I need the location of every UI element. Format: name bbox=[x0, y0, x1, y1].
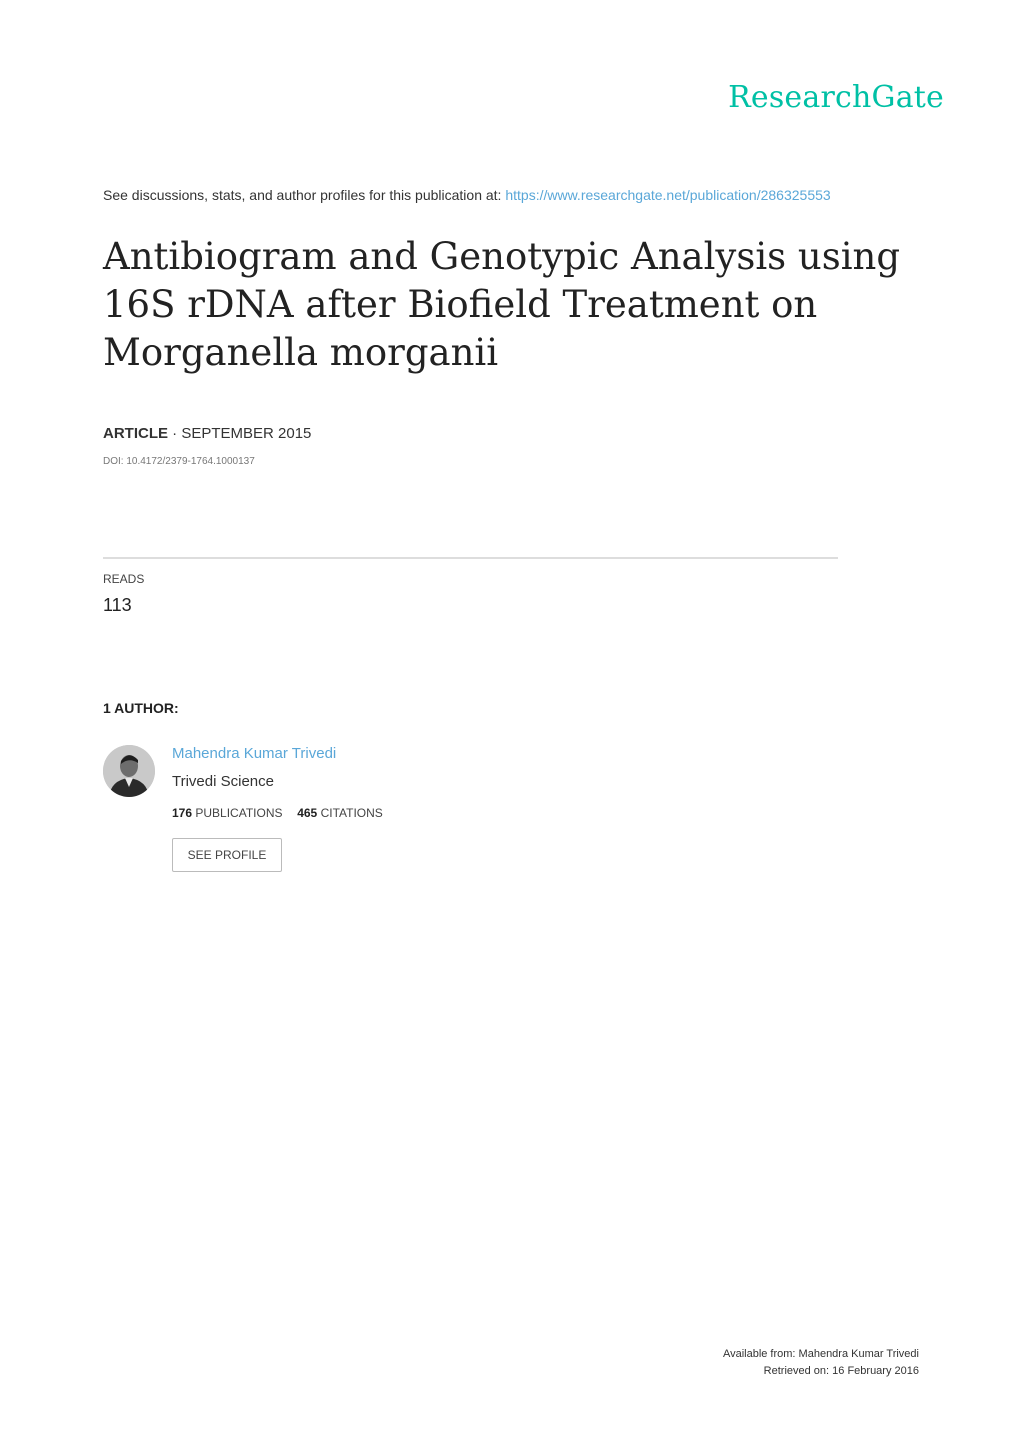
article-meta bbox=[103, 425, 311, 442]
retrieved-on-text: Retrieved on: 16 February 2016 bbox=[763, 1365, 919, 1377]
reads-count: 113 bbox=[103, 595, 132, 615]
available-from-text: Available from: Mahendra Kumar Trivedi bbox=[722, 1348, 919, 1360]
author-name-link[interactable]: Mahendra Kumar Trivedi bbox=[172, 745, 337, 762]
article-type: ARTICLE bbox=[103, 425, 168, 442]
author-institution: Trivedi Science bbox=[172, 773, 274, 790]
researchgate-logo[interactable]: ResearchGate bbox=[728, 80, 944, 115]
publication-url-link[interactable]: https://www.researchgate.net/publication/286325553 bbox=[505, 187, 831, 203]
discussion-line bbox=[103, 187, 831, 203]
publications-label: PUBLICATIONS bbox=[195, 806, 283, 820]
author-stats bbox=[172, 806, 383, 820]
footer bbox=[723, 1346, 919, 1380]
authors-heading: 1 AUTHOR: bbox=[103, 700, 179, 716]
meta-separator: · bbox=[168, 425, 182, 442]
section-divider bbox=[103, 557, 838, 559]
reads-label: READS bbox=[103, 572, 145, 586]
citations-count: 465 bbox=[297, 806, 318, 820]
citations-label: CITATIONS bbox=[320, 806, 383, 820]
see-profile-button[interactable]: SEE PROFILE bbox=[172, 838, 282, 872]
author-photo-icon bbox=[103, 745, 155, 797]
publication-date: SEPTEMBER 2015 bbox=[181, 425, 312, 442]
author-avatar[interactable] bbox=[103, 745, 155, 797]
publication-title: Antibiogram and Genotypic Analysis using 16S rDNA after Biofield Treatment on Morganella morganii bbox=[103, 235, 901, 374]
discussion-text: See discussions, stats, and author profiles for this publication at: bbox=[103, 187, 502, 203]
publications-count: 176 bbox=[172, 806, 193, 820]
doi-text: DOI: 10.4172/2379-1764.1000137 bbox=[103, 456, 255, 467]
